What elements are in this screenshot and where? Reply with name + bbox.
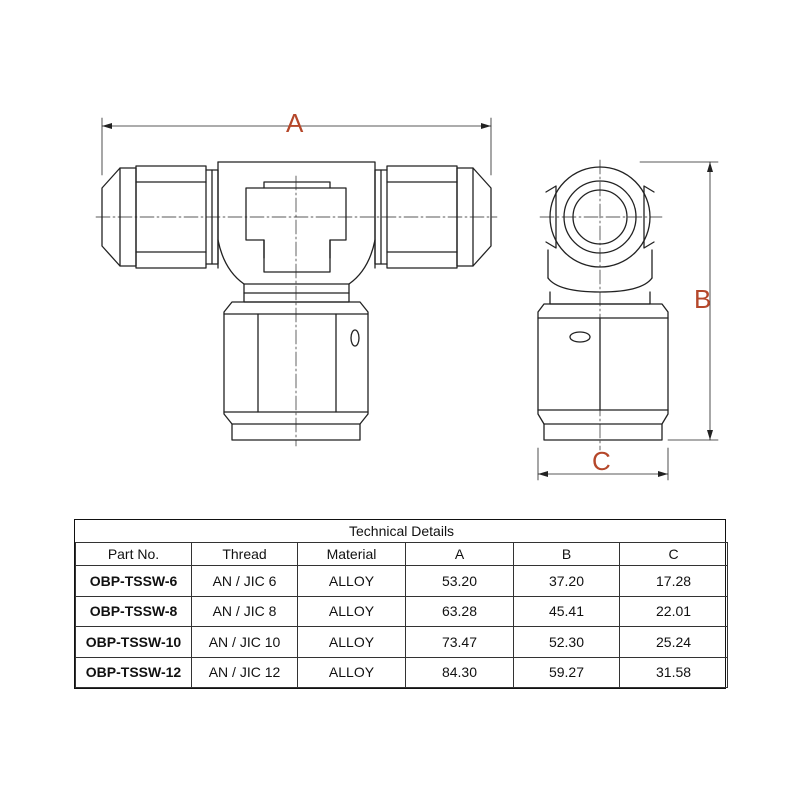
thread-cell: AN / JIC 10 — [192, 627, 298, 658]
column-header-b: B — [514, 543, 620, 566]
thread-cell: AN / JIC 6 — [192, 566, 298, 597]
table-row — [76, 596, 728, 627]
dimension-c-cell: 25.24 — [620, 627, 728, 658]
dimension-b-cell: 52.30 — [514, 627, 620, 658]
dimension-a-cell: 53.20 — [406, 566, 514, 597]
part-number: OBP-TSSW-8 — [76, 596, 192, 627]
dimension-b-label: B — [694, 284, 712, 314]
column-header-thread: Thread — [192, 543, 298, 566]
dimension-a-cell: 84.30 — [406, 657, 514, 688]
dimension-b-cell: 59.27 — [514, 657, 620, 688]
part-number: OBP-TSSW-10 — [76, 627, 192, 658]
dimension-b-cell: 37.20 — [514, 566, 620, 597]
part-number: OBP-TSSW-12 — [76, 657, 192, 688]
dimension-a-cell: 73.47 — [406, 627, 514, 658]
table-caption: Technical Details — [76, 520, 728, 543]
dimension-a-label: A — [286, 108, 304, 138]
column-header-part-no: Part No. — [76, 543, 192, 566]
material-cell: ALLOY — [298, 566, 406, 597]
material-cell: ALLOY — [298, 627, 406, 658]
dimension-c-cell: 17.28 — [620, 566, 728, 597]
tee-body — [218, 162, 375, 302]
dimension-c-cell: 31.58 — [620, 657, 728, 688]
dimension-b-cell: 45.41 — [514, 596, 620, 627]
dimension-c-cell: 22.01 — [620, 596, 728, 627]
thread-cell: AN / JIC 12 — [192, 657, 298, 688]
table-row — [76, 566, 728, 597]
dimension-a-cell: 63.28 — [406, 596, 514, 627]
column-header-a: A — [406, 543, 514, 566]
table-row — [76, 657, 728, 688]
front-view — [96, 118, 497, 446]
thread-cell: AN / JIC 8 — [192, 596, 298, 627]
part-number: OBP-TSSW-6 — [76, 566, 192, 597]
column-header-c: C — [620, 543, 728, 566]
front-centerlines — [96, 176, 497, 446]
material-cell: ALLOY — [298, 657, 406, 688]
column-header-material: Material — [298, 543, 406, 566]
side-view — [538, 160, 718, 480]
technical-details-table — [74, 519, 726, 689]
material-cell: ALLOY — [298, 596, 406, 627]
table-row — [76, 627, 728, 658]
dimension-c-label: C — [592, 446, 611, 476]
